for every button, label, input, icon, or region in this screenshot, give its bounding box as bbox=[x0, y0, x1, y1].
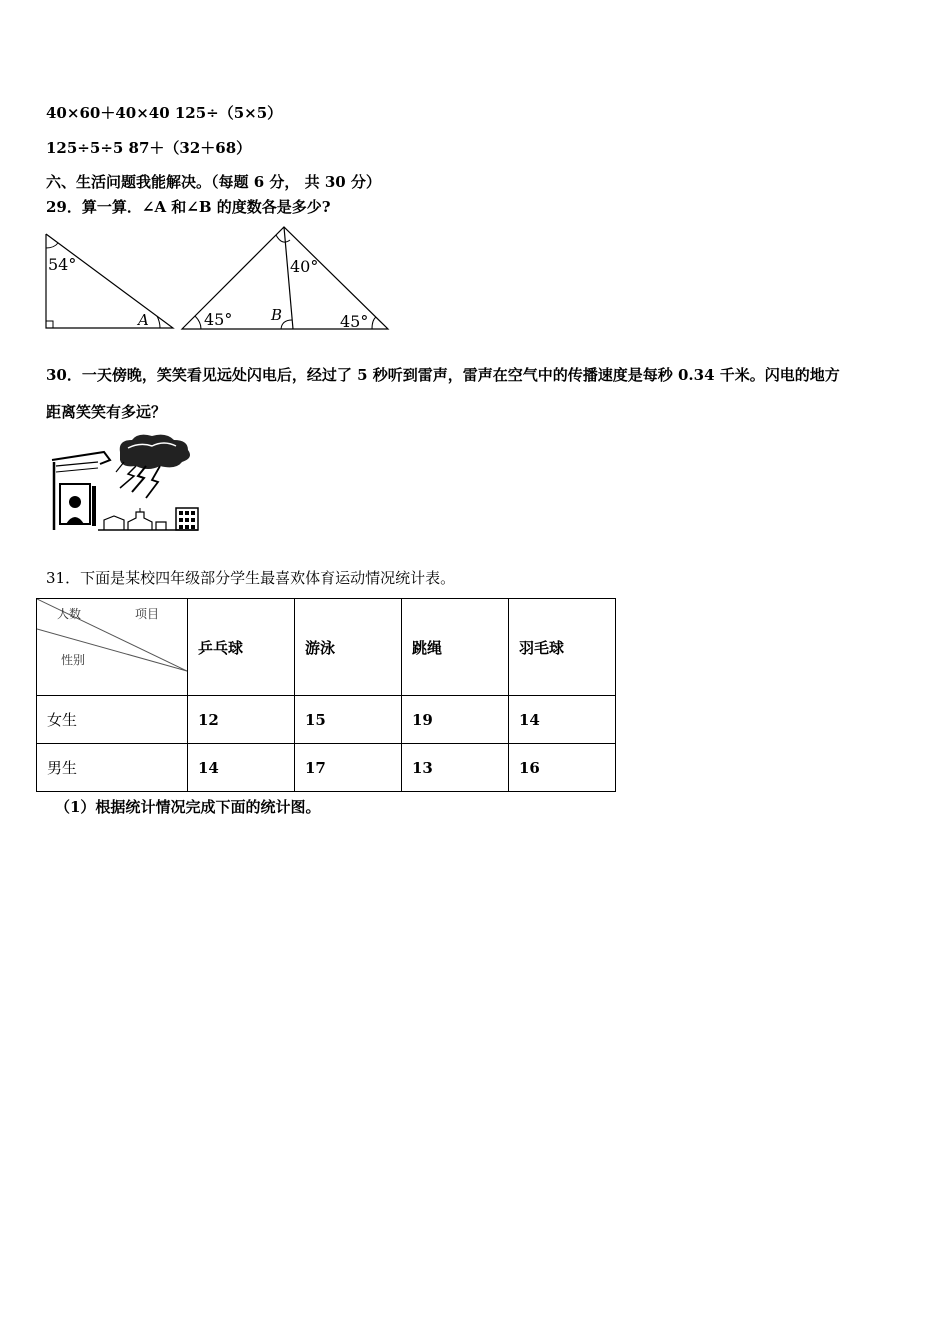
col-header-swimming: 游泳 bbox=[295, 599, 402, 696]
table-cell: 16 bbox=[509, 744, 616, 792]
calc-line-2: 125÷5÷5 87＋（32＋68） bbox=[46, 139, 252, 157]
table-cell: 14 bbox=[509, 696, 616, 744]
col-header-pingpong: 乒乓球 bbox=[188, 599, 295, 696]
section-title: 六、生活问题我能解决。（每题 6 分， 共 30 分） bbox=[46, 173, 381, 191]
diagonal-header-cell bbox=[37, 599, 188, 696]
question-31: 31．下面是某校四年级部分学生最喜欢体育运动情况统计表。 bbox=[46, 569, 456, 587]
triangles-figure bbox=[40, 222, 392, 334]
corner-label-item: 项目 bbox=[135, 607, 160, 621]
lightning-illustration bbox=[48, 432, 203, 534]
vertex-b-label: B bbox=[271, 306, 283, 324]
question-31-sub-1: （1）根据统计情况完成下面的统计图。 bbox=[55, 798, 321, 816]
table-cell: 13 bbox=[402, 744, 509, 792]
angle-40-label: 40° bbox=[290, 257, 319, 276]
arc-top-left bbox=[46, 243, 58, 248]
corner-label-gender: 性别 bbox=[61, 653, 86, 667]
table-cell: 19 bbox=[402, 696, 509, 744]
row-label-girls: 女生 bbox=[37, 696, 188, 744]
table-cell: 14 bbox=[188, 744, 295, 792]
right-angle-mark bbox=[46, 321, 53, 328]
angle-45-left-label: 45° bbox=[204, 310, 233, 329]
question-30-line-1: 30．一天傍晚，笑笑看见远处闪电后，经过了 5 秒听到雷声，雷声在空气中的传播速度是每秒 0.34 千米。闪电的地方 bbox=[46, 366, 840, 384]
arc-left bbox=[195, 316, 201, 329]
table-cell: 12 bbox=[188, 696, 295, 744]
row-label-boys: 男生 bbox=[37, 744, 188, 792]
table-header-row bbox=[37, 599, 616, 696]
table-cell: 15 bbox=[295, 696, 402, 744]
corner-label-count: 人数 bbox=[57, 607, 82, 621]
sports-stats-table bbox=[36, 598, 616, 792]
table-row bbox=[37, 744, 616, 792]
angle-54-label: 54° bbox=[48, 255, 77, 274]
right-triangle bbox=[46, 234, 173, 328]
calc-line-1: 40×60＋40×40 125÷（5×5） bbox=[46, 104, 283, 122]
vertex-a-label: A bbox=[138, 311, 149, 329]
arc-right bbox=[372, 317, 376, 329]
arc-top bbox=[276, 235, 290, 242]
table-row bbox=[37, 696, 616, 744]
question-30-line-2: 距离笑笑有多远？ bbox=[46, 403, 167, 421]
angle-45-right-label: 45° bbox=[340, 312, 369, 331]
col-header-rope: 跳绳 bbox=[402, 599, 509, 696]
question-29: 29．算一算．∠A 和∠B 的度数各是多少? bbox=[46, 198, 331, 216]
col-header-badminton: 羽毛球 bbox=[509, 599, 616, 696]
arc-b bbox=[281, 320, 292, 329]
table-cell: 17 bbox=[295, 744, 402, 792]
